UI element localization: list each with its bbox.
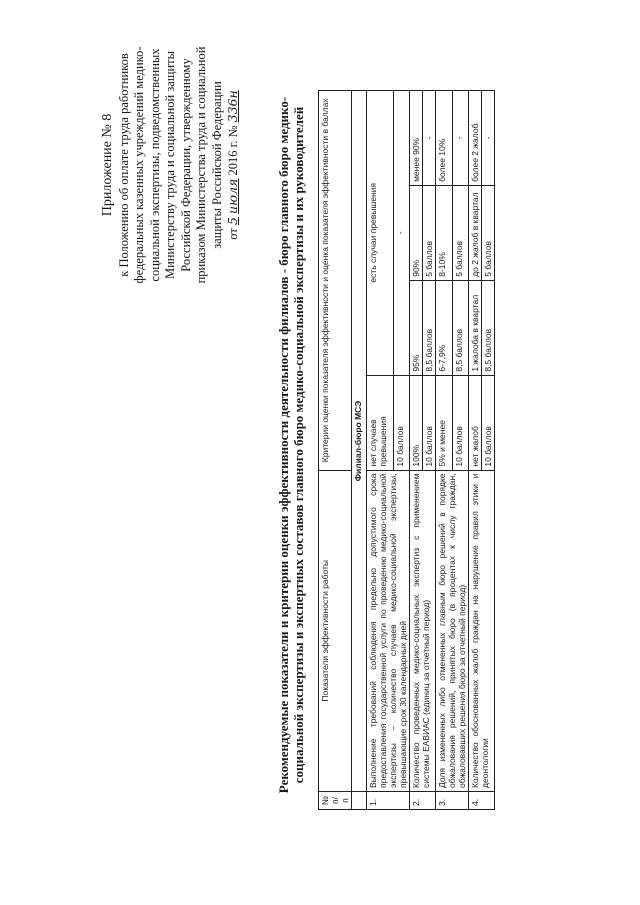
criteria-cell: до 2 жалоб в квартал xyxy=(469,185,482,280)
header-line: Министерству труда и социальной защиты xyxy=(163,50,177,280)
title-line: Рекомендуемые показатели и критерии оценки эффективности деятельности филиалов - бюро главного бюро медико- xyxy=(276,96,291,794)
criteria-cell: нет жалоб xyxy=(469,375,482,470)
criteria-cell: 8-10% xyxy=(436,185,453,280)
table-row xyxy=(436,91,453,810)
header-line: защиты Российской Федерации xyxy=(209,81,224,249)
score-cell: 10 баллов xyxy=(423,375,436,470)
criteria-cell: 6-7,9% xyxy=(436,280,453,375)
criteria-cell: более 10% xyxy=(436,91,453,186)
score-cell: 10 баллов xyxy=(394,375,410,470)
criteria-cell: 90% xyxy=(410,185,423,280)
row-indicator: Количество проведенных медико-социальных экспертиз с применением системы ЕАВИАС (единиц за отчетный период) xyxy=(410,470,436,791)
table-header-row xyxy=(319,91,352,810)
row-number: 1. xyxy=(367,792,410,810)
header-line: социальной экспертизы, подведомственных xyxy=(147,48,162,282)
score-cell: 5 баллов xyxy=(482,185,495,280)
appendix-number: Приложение № 8 xyxy=(100,113,115,217)
empty-cell xyxy=(352,792,367,810)
table-row xyxy=(410,91,423,810)
header-line: федеральных казенных учреждений медико- xyxy=(132,46,146,284)
header-line: к Положению об оплате труда работников xyxy=(116,53,131,277)
row-indicator: Доля измененных либо отмененных главным бюро решений в порядке обжалования решений, принятых бюро (в процентах к числу граждан, обжаловавших решения бюро за отчетный период) xyxy=(436,470,469,791)
date-year: 2016 г. № xyxy=(226,125,240,176)
header-cell-indicator: Показатели эффективности работы xyxy=(319,470,352,791)
criteria-cell: менее 90% xyxy=(410,91,423,186)
criteria-cell: 100% xyxy=(410,375,423,470)
score-cell: 10 баллов xyxy=(452,375,469,470)
header-line: приказом Министерства труда и социальной xyxy=(194,46,208,284)
criteria-cell: 1 жалоба в квартал xyxy=(469,280,482,375)
criteria-table xyxy=(318,90,495,810)
row-indicator: Выполнение требований соблюдения предельно допустимого срока предоставления государственной услуги по проведению медико-социальной экспертизы – количество случаев медико-социальной экспертизы, превышающие срок 30 календарных дней xyxy=(367,470,410,791)
order-number: 336н xyxy=(225,90,240,123)
criteria-cell: 5% и менее xyxy=(436,375,453,470)
appendix-header xyxy=(100,0,242,345)
criteria-cell: есть случаи превышения xyxy=(367,91,394,376)
order-date xyxy=(225,0,242,345)
row-number: 2. xyxy=(410,792,436,810)
score-cell: - xyxy=(394,91,410,376)
row-number: 4. xyxy=(469,792,495,810)
section-title: Филиал-бюро МСЭ xyxy=(352,91,367,792)
score-cell: - xyxy=(423,91,436,186)
score-cell: - xyxy=(452,91,469,186)
score-cell: 8,5 баллов xyxy=(482,280,495,375)
score-cell: - xyxy=(482,91,495,186)
header-cell-number: № п/п xyxy=(319,792,352,810)
date-day: 5 xyxy=(225,217,240,226)
title-line: социальной экспертизы и экспертных составов главного бюро медико-социальной экспертизы и их руководителей xyxy=(291,106,306,784)
score-cell: 5 баллов xyxy=(452,185,469,280)
score-cell: 10 баллов xyxy=(482,375,495,470)
header-cell-criteria: Критерии оценки показателя эффективности и оценка показателя эффективности в баллах xyxy=(319,91,352,471)
score-cell: 5 баллов xyxy=(423,185,436,280)
table-row xyxy=(469,91,482,810)
row-number: 3. xyxy=(436,792,469,810)
date-prefix: от xyxy=(226,228,240,240)
criteria-cell: 95% xyxy=(410,280,423,375)
header-line: Российской Федерации, утвержденному xyxy=(178,58,193,272)
criteria-cell: более 2 жалоб xyxy=(469,91,482,186)
section-row xyxy=(352,91,367,810)
document-title xyxy=(276,80,306,810)
date-month: июля xyxy=(225,178,240,214)
row-indicator: Количество обоснованных жалоб граждан на нарушение правил этики и деонтологии xyxy=(469,470,495,791)
score-cell: 8,5 баллов xyxy=(423,280,436,375)
criteria-cell: нет случаев превышения xyxy=(367,375,394,470)
table-row xyxy=(367,91,394,810)
score-cell: 8,5 баллов xyxy=(452,280,469,375)
